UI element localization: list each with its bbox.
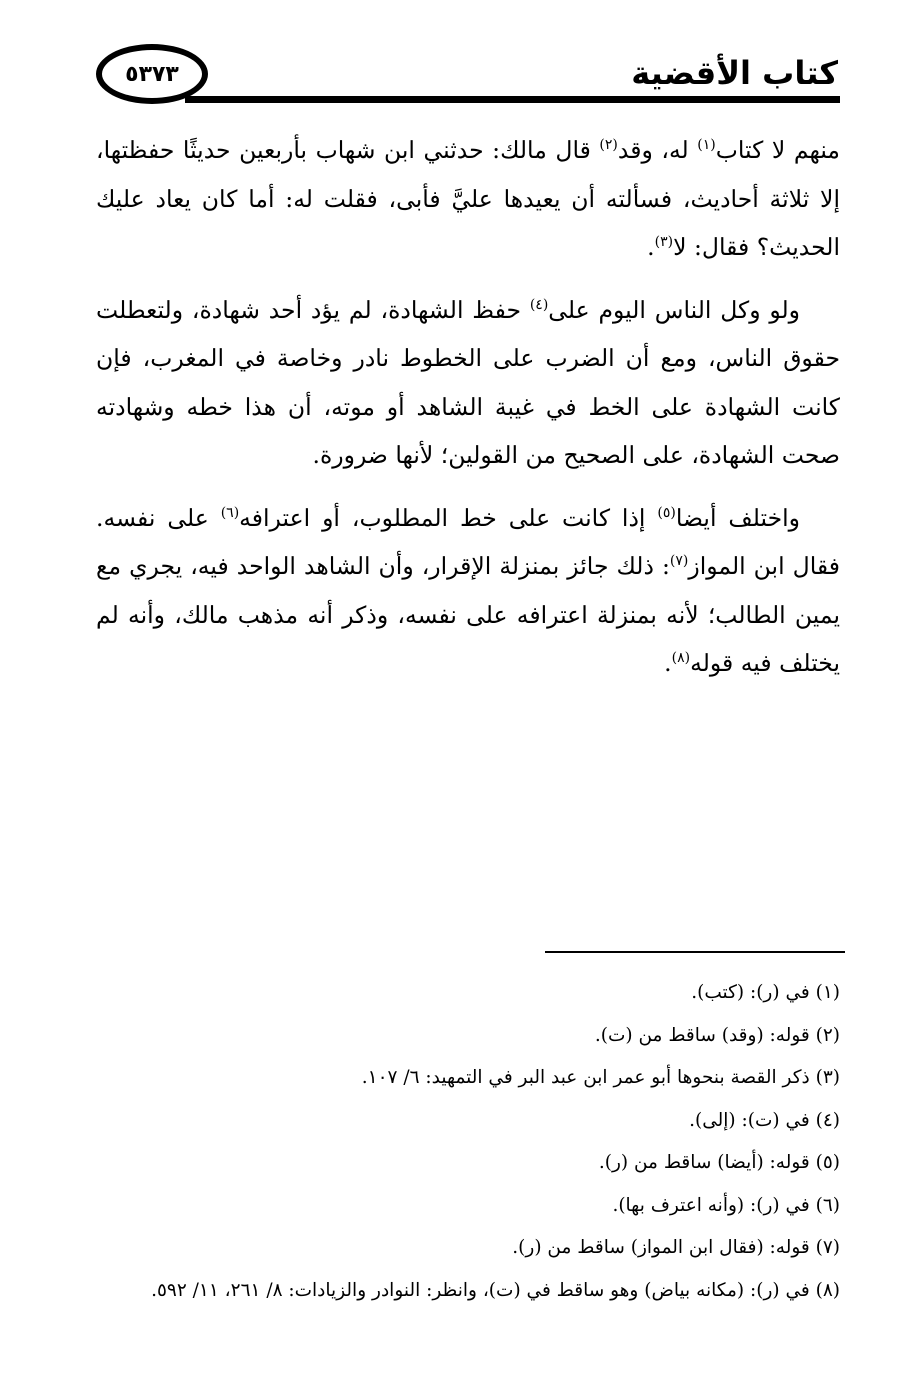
header-rule [185, 96, 840, 103]
paragraph [96, 126, 840, 272]
chapter-title: كتاب الأقضية [631, 54, 838, 92]
text-run: حفظ الشهادة، لم يؤد أحد شهادة، ولتعطلت حقوق الناس، ومع أن الضرب على الخطوط نادر وخاصة في المغرب، فإن كانت الشهادة على الخط في غيبة الشاهد أو موته، أن هذا خطه وشهادته صحت الشهادة، على الصحيح من القولين؛ لأنها ضرورة. [96, 295, 840, 469]
text-run: قال مالك: حدثني ابن شهاب بأربعين حديثًا حفظتها، إلا ثلاثة أحاديث، فسألته أن يعيدها عليَّ فأبى، فقلت له: أما كان يعاد عليك الحديث؟ فقال: لا [96, 136, 840, 261]
text-run: واختلف أيضا [675, 503, 800, 532]
footnote-marker[interactable]: (٥) [657, 504, 676, 521]
footnote-marker[interactable]: (٦) [220, 504, 240, 521]
footnote-item: (٦) في (ر): (وأنه اعترف بها). [612, 1194, 840, 1216]
footnote-marker[interactable]: (٨) [671, 650, 691, 667]
text-run: له، وقد [617, 136, 698, 164]
page-number: ٥٣٧٣ [125, 61, 179, 87]
footnote-item: (٤) في (ت): (إلى). [689, 1109, 840, 1131]
footnote-item: (٢) قوله: (وقد) ساقط من (ت). [594, 1024, 840, 1046]
text-run: : ذلك جائز بمنزلة الإقرار، وأن الشاهد الواحد فيه، يجري مع يمين الطالب؛ لأنه بمنزلة اعترافه على نفسه، وذكر أنه مذهب مالك، وأنه لم يختلف فيه قوله [96, 552, 840, 677]
paragraph [96, 286, 840, 480]
main-text [96, 126, 840, 688]
footnote-item: (١) في (ر): (كتب). [691, 982, 840, 1003]
text-run: إذا كانت على خط المطلوب، أو اعترافه [239, 503, 658, 532]
text-run: منهم لا كتاب [715, 136, 841, 164]
footnote-item: (٨) في (ر): (مكانه بياض) وهو ساقط في (ت)، وانظر: النوادر والزيادات: ٨/ ٢٦١، ١١/ ٥٩٢. [151, 1279, 840, 1301]
text-run: . [664, 649, 672, 677]
footnote-item: (٣) ذكر القصة بنحوها أبو عمر ابن عبد البر في التمهيد: ٦/ ١٠٧. [361, 1067, 840, 1088]
footnote-marker[interactable]: (٢) [599, 137, 618, 154]
footnote-marker[interactable]: (٧) [669, 553, 689, 570]
paragraph [96, 494, 840, 688]
footnote-marker[interactable]: (١) [697, 137, 716, 154]
text-run: ولو وكل الناس اليوم على [548, 295, 800, 324]
footnote-item: (٥) قوله: (أيضا) ساقط من (ر). [598, 1152, 840, 1173]
text-run: على نفسه. فقال ابن المواز [96, 503, 840, 580]
footnote-item: (٧) قوله: (فقال ابن المواز) ساقط من (ر). [512, 1237, 840, 1258]
footnote-marker[interactable]: (٣) [654, 234, 674, 251]
footnotes-list [96, 972, 840, 1312]
page-number-badge [96, 44, 208, 104]
text-run: . [647, 233, 655, 261]
footnote-divider [545, 951, 845, 953]
footnote-marker[interactable]: (٤) [529, 296, 549, 313]
